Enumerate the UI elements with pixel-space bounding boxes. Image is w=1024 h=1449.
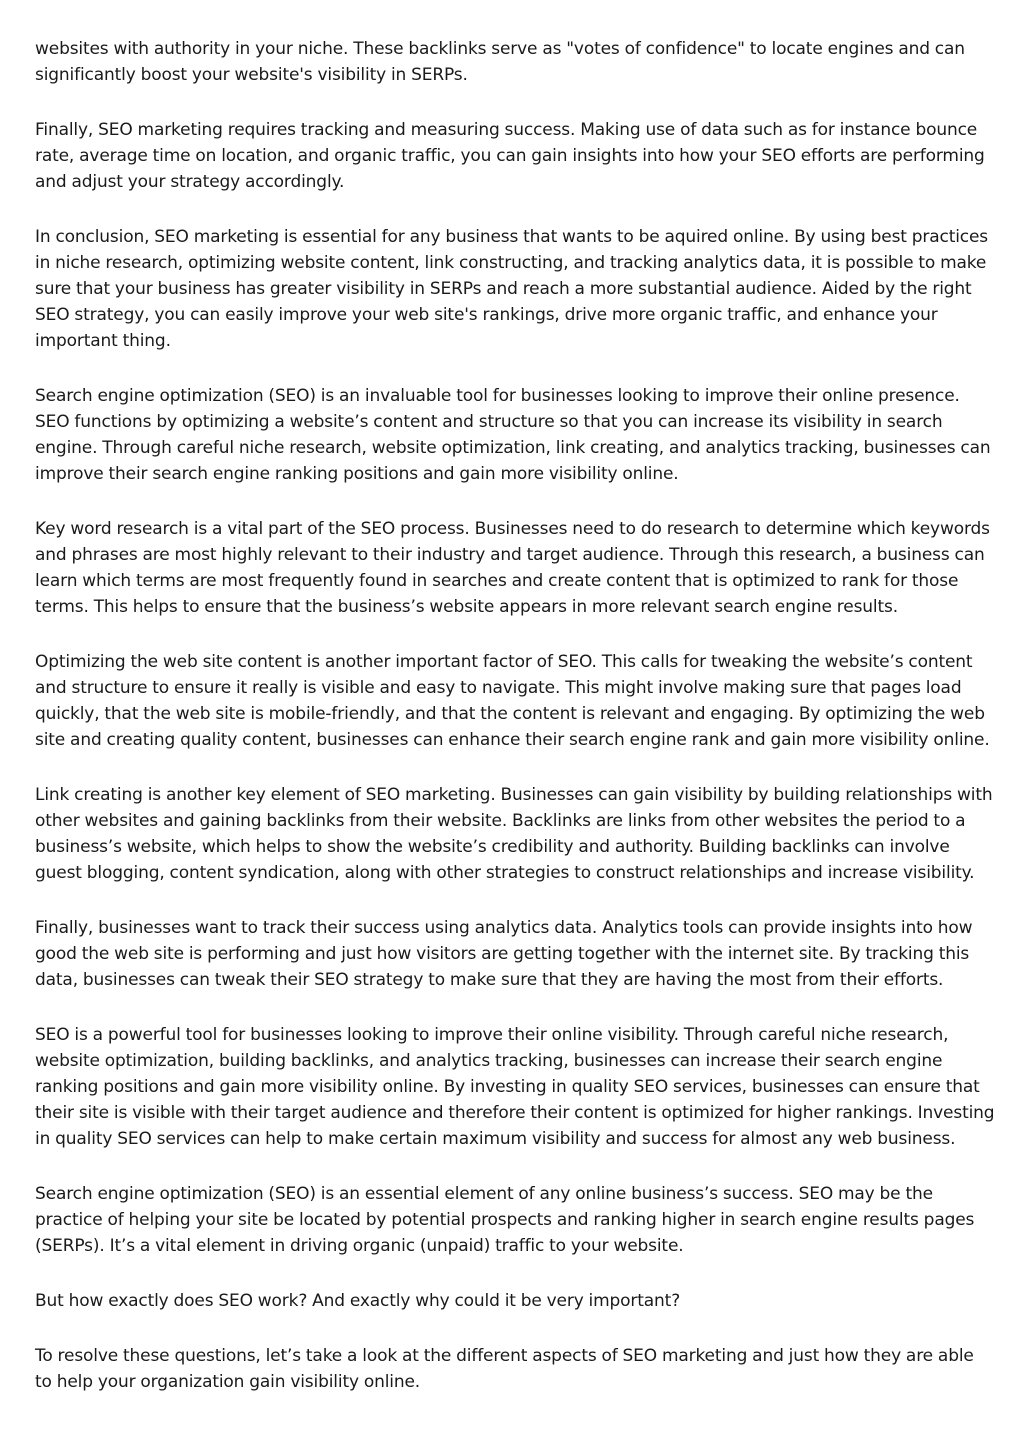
paragraph-11: But how exactly does SEO work? And exactly why could it be very important?	[35, 1291, 681, 1311]
paragraph-8: Finally, businesses want to track their success using analytics data. Analytics tools can provide insights into how good the web site is performing and just how visitors are getting together with the internet site. By tracking this data, businesses can tweak their SEO strategy to make sure that they are having the most from their efforts.	[35, 918, 973, 990]
paragraph-2: Finally, SEO marketing requires tracking and measuring success. Making use of data such as for instance bounce rate, average time on location, and organic traffic, you can gain insights into how your SEO efforts are performing and adjust your strategy accordingly.	[35, 120, 985, 192]
paragraph-4: Search engine optimization (SEO) is an invaluable tool for businesses looking to improve their online presence. SEO functions by optimizing a website’s content and structure so that you can increase its visibility in search engine. Through careful niche research, website optimization, link creating, and analytics tracking, businesses can improve their search engine ranking positions and gain more visibility online.	[35, 386, 991, 484]
paragraph-6: Optimizing the web site content is another important factor of SEO. This calls for tweaking the website’s content and structure to ensure it really is visible and easy to navigate. This might involve making sure that pages load quickly, that the web site is mobile-friendly, and that the content is relevant and engaging. By optimizing the web site and creating quality content, businesses can enhance their search engine rank and gain more visibility online.	[35, 652, 990, 750]
paragraph-12: To resolve these questions, let’s take a look at the different aspects of SEO marketing and just how they are able to help your organization gain visibility online.	[35, 1346, 974, 1392]
paragraph-9: SEO is a powerful tool for businesses looking to improve their online visibility. Through careful niche research, website optimization, building backlinks, and analytics tracking, businesses can increase their search engine ranking positions and gain more visibility online. By investing in quality SEO services, businesses can ensure that their site is visible with their target audience and therefore their content is optimized for higher rankings. Investing in quality SEO services can help to make certain maximum visibility and success for almost any web business.	[35, 1025, 995, 1149]
paragraph-10: Search engine optimization (SEO) is an essential element of any online business’s success. SEO may be the practice of helping your site be located by potential prospects and ranking higher in search engine results pages (SERPs). It’s a vital element in driving organic (unpaid) traffic to your website.	[35, 1184, 975, 1256]
document-body	[35, 36, 995, 1424]
paragraph-3: In conclusion, SEO marketing is essential for any business that wants to be aquired online. By using best practices in niche research, optimizing website content, link constructing, and tracking analytics data, it is possible to make sure that your business has greater visibility in SERPs and reach a more substantial audience. Aided by the right SEO strategy, you can easily improve your web site's rankings, drive more organic traffic, and enhance your important thing.	[35, 227, 988, 351]
paragraph-5: Key word research is a vital part of the SEO process. Businesses need to do research to determine which keywords and phrases are most highly relevant to their industry and target audience. Through this research, a business can learn which terms are most frequently found in searches and create content that is optimized to rank for those terms. This helps to ensure that the business’s website appears in more relevant search engine results.	[35, 519, 990, 617]
paragraph-1: websites with authority in your niche. These backlinks serve as "votes of confidence" to locate engines and can significantly boost your website's visibility in SERPs.	[35, 39, 965, 85]
paragraph-7: Link creating is another key element of SEO marketing. Businesses can gain visibility by building relationships with other websites and gaining backlinks from their website. Backlinks are links from other websites the period to a business’s website, which helps to show the website’s credibility and authority. Building backlinks can involve guest blogging, content syndication, along with other strategies to construct relationships and increase visibility.	[35, 785, 993, 883]
